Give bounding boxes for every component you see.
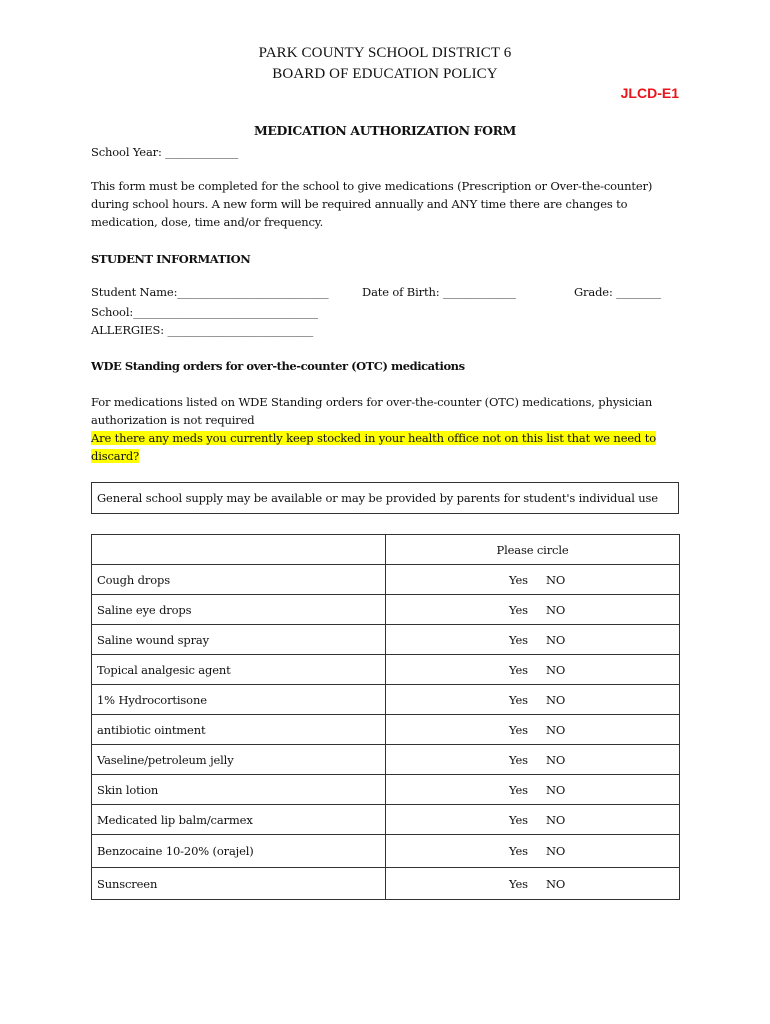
yes-option[interactable]: Yes	[509, 812, 528, 827]
no-option[interactable]: NO	[546, 722, 566, 737]
circle-choice-cell	[386, 625, 680, 655]
school-field: School:_________________________________	[91, 305, 318, 319]
otc-heading: WDE Standing orders for over-the-counter (OTC) medications	[91, 359, 465, 373]
supply-note-box	[91, 482, 679, 514]
policy-code: JLCD-E1	[620, 85, 679, 101]
no-option[interactable]: NO	[546, 752, 566, 767]
table-row	[92, 835, 680, 868]
circle-choice-cell	[386, 715, 680, 745]
no-option[interactable]: NO	[546, 692, 566, 707]
otc-description: For medications listed on WDE Standing orders for over-the-counter (OTC) medications, physician authorization is not required	[91, 395, 653, 427]
intro-paragraph: This form must be completed for the school to give medications (Prescription or Over-the-counter) during school hours. A new form will be required annually and ANY time there are changes to medication, dose, time and/or frequency.	[91, 179, 653, 229]
circle-choice-cell	[386, 745, 680, 775]
no-option[interactable]: NO	[546, 876, 566, 891]
student-name-field: Student Name:___________________________	[91, 285, 329, 299]
no-option[interactable]: NO	[546, 602, 566, 617]
form-title: MEDICATION AUTHORIZATION FORM	[253, 123, 516, 138]
circle-choice-cell	[386, 775, 680, 805]
table-row	[92, 715, 680, 745]
question-highlight: Are there any meds you currently keep stocked in your health office not on this list that we need to discard?	[91, 431, 656, 463]
medication-name: Saline wound spray	[92, 625, 386, 655]
circle-choice-cell	[386, 835, 680, 868]
yes-option[interactable]: Yes	[509, 572, 528, 587]
yes-option[interactable]: Yes	[509, 662, 528, 677]
allergies-field: ALLERGIES: __________________________	[91, 323, 314, 337]
table-row	[92, 775, 680, 805]
date-of-birth-field: Date of Birth: _____________	[362, 285, 516, 299]
student-info-heading: STUDENT INFORMATION	[91, 252, 251, 266]
medication-name: antibiotic ointment	[92, 715, 386, 745]
yes-option[interactable]: Yes	[509, 782, 528, 797]
medication-name: 1% Hydrocortisone	[92, 685, 386, 715]
medication-name: Skin lotion	[92, 775, 386, 805]
medication-name: Vaseline/petroleum jelly	[92, 745, 386, 775]
no-option[interactable]: NO	[546, 844, 566, 858]
yes-option[interactable]: Yes	[509, 602, 528, 617]
circle-choice-cell	[386, 868, 680, 900]
table-row	[92, 868, 680, 900]
supply-note-text: General school supply may be available or may be provided by parents for student's individual use	[97, 491, 658, 505]
yes-option[interactable]: Yes	[509, 752, 528, 767]
policy-heading: BOARD OF EDUCATION POLICY	[272, 66, 498, 82]
no-option[interactable]: NO	[546, 572, 566, 587]
no-option[interactable]: NO	[546, 782, 566, 797]
medication-name: Medicated lip balm/carmex	[92, 805, 386, 835]
grade-field: Grade: ________	[574, 285, 661, 299]
medication-name: Topical analgesic agent	[92, 655, 386, 685]
medication-rows	[92, 565, 680, 900]
medication-name: Saline eye drops	[92, 595, 386, 625]
header-please-circle: Please circle	[386, 535, 680, 565]
circle-choice-cell	[386, 805, 680, 835]
table-row	[92, 805, 680, 835]
no-option[interactable]: NO	[546, 812, 566, 827]
no-option[interactable]: NO	[546, 662, 566, 677]
highlighted-question	[91, 429, 681, 465]
medication-table	[91, 534, 680, 900]
circle-choice-cell	[386, 655, 680, 685]
table-row	[92, 595, 680, 625]
yes-option[interactable]: Yes	[509, 632, 528, 647]
table-header-row	[92, 535, 680, 565]
medication-name: Benzocaine 10-20% (orajel)	[92, 835, 386, 868]
medication-name: Cough drops	[92, 565, 386, 595]
circle-choice-cell	[386, 595, 680, 625]
district-name: PARK COUNTY SCHOOL DISTRICT 6	[258, 45, 512, 61]
header-blank-cell	[92, 535, 386, 565]
table-row	[92, 565, 680, 595]
circle-choice-cell	[386, 565, 680, 595]
circle-choice-cell	[386, 685, 680, 715]
table-row	[92, 625, 680, 655]
no-option[interactable]: NO	[546, 632, 566, 647]
table-row	[92, 685, 680, 715]
table-row	[92, 745, 680, 775]
yes-option[interactable]: Yes	[509, 876, 528, 891]
yes-option[interactable]: Yes	[509, 844, 528, 858]
table-row	[92, 655, 680, 685]
yes-option[interactable]: Yes	[509, 692, 528, 707]
school-year-field: School Year: _____________	[91, 145, 239, 159]
yes-option[interactable]: Yes	[509, 722, 528, 737]
medication-name: Sunscreen	[92, 868, 386, 900]
